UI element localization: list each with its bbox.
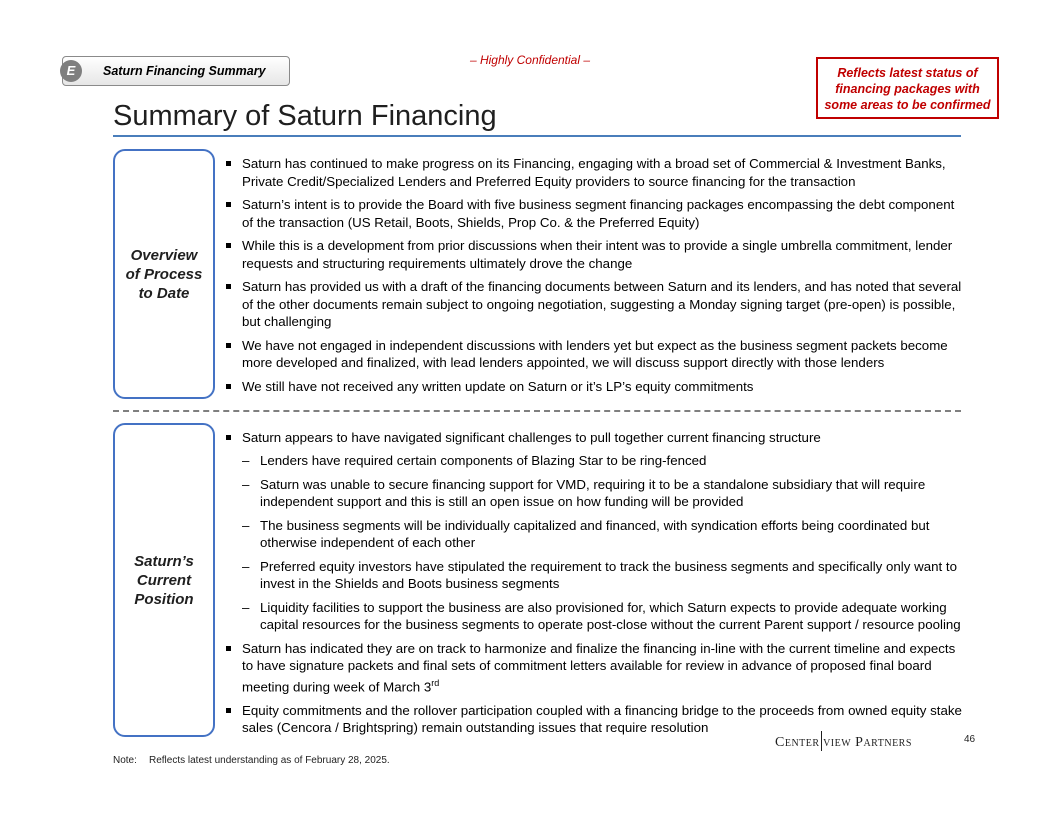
section-tab-title: Saturn Financing Summary <box>103 64 266 78</box>
superscript: rd <box>431 677 440 688</box>
bullet-text: Saturn has indicated they are on track to harmonize and finalize the financing in-line with the current timeline and expects to have signature packets and final sets of commitment letters available for review in advance of proposed final board meeting during week of March 3 <box>242 640 956 695</box>
bullet-text: Liquidity facilities to support the business are also provisioned for, which Saturn expects to provide adequate working capital resources for the business segments to operate post-close without the current Parent support / resource pooling <box>260 599 961 633</box>
footnote-label: Note: <box>113 755 137 766</box>
status-note-box: Reflects latest status of financing packages with some areas to be confirmed <box>816 57 999 119</box>
footnote <box>113 755 390 766</box>
overview-label: Overview of Process to Date <box>125 246 203 302</box>
bullet-item <box>226 196 968 231</box>
bullet-item <box>226 278 968 331</box>
position-bullet-list <box>226 429 968 743</box>
bullet-text: While this is a development from prior discussions when their intent was to provide a single umbrella commitment, lender requests and structuring requirements ultimately drove the change <box>242 237 953 271</box>
page-number: 46 <box>964 734 976 745</box>
title-underline <box>113 135 961 137</box>
bullet-text: Saturn has provided us with a draft of the financing documents between Saturn and its lenders, and has noted that several of the other documents remain subject to ongoing negotiation, suggesting a Monday signing target (pre-open) is possible, but challenging <box>242 278 962 330</box>
position-label-box <box>113 423 215 737</box>
overview-label-box <box>113 149 215 399</box>
section-letter-badge: E <box>60 60 82 82</box>
bullet-text: We have not engaged in independent discussions with lenders yet but expect as the business segment packets become more developed and finalized, with lead lenders appointed, we will discuss support directly with those lenders <box>242 337 948 371</box>
bullet-text: Saturn was unable to secure financing support for VMD, requiring it to be a standalone subsidiary that will require independent support and this is still an open issue on how funding will be provided <box>260 476 926 510</box>
company-logo <box>775 731 912 751</box>
bullet-text: Saturn’s intent is to provide the Board with five business segment financing packages encompassing the debt component of the transaction (US Retail, Boots, Shields, Prop Co. & the Preferred Equity) <box>242 196 955 230</box>
section-tab <box>62 56 290 86</box>
bullet-text: We still have not received any written update on Saturn or it’s LP’s equity commitments <box>242 378 754 394</box>
logo-text-left: Center <box>775 735 820 750</box>
sub-bullet-item <box>226 517 968 552</box>
bullet-item <box>226 429 968 447</box>
bullet-item <box>226 378 968 396</box>
bullet-item <box>226 337 968 372</box>
bullet-item <box>226 155 968 190</box>
bullet-text: The business segments will be individually capitalized and financed, with syndication efforts being coordinated but otherwise independent of each other <box>260 517 930 551</box>
bullet-item <box>226 237 968 272</box>
sub-bullet-item <box>226 558 968 593</box>
bullet-text: Preferred equity investors have stipulated the requirement to track the business segments and specifically only want to invest in the Shields and Boots business segments <box>260 558 957 592</box>
bullet-item <box>226 640 968 696</box>
bullet-text: Equity commitments and the rollover participation coupled with a financing bridge to the proceeds from owned equity stake sales (Cencora / Brightspring) remain outstanding issues that require resolution <box>242 702 962 736</box>
sub-bullet-item <box>226 476 968 511</box>
logo-text-right: view Partners <box>823 735 912 750</box>
position-label: Saturn’s Current Position <box>134 552 194 608</box>
bullet-text: Saturn has continued to make progress on its Financing, engaging with a broad set of Commercial & Investment Banks, Private Credit/Specialized Lenders and Preferred Equity providers to source financing for the transaction <box>242 156 946 189</box>
confidential-label: – Highly Confidential – <box>469 53 591 67</box>
page-title: Summary of Saturn Financing <box>113 100 497 132</box>
logo-divider <box>821 731 823 751</box>
bullet-text: Lenders have required certain components of Blazing Star to be ring-fenced <box>260 453 707 469</box>
footnote-text: Reflects latest understanding as of February 28, 2025. <box>149 755 390 766</box>
section-divider <box>113 410 961 412</box>
bullet-text: Saturn appears to have navigated significant challenges to pull together current financing structure <box>242 430 821 445</box>
sub-bullet-item <box>226 452 968 470</box>
overview-bullet-list <box>226 155 968 401</box>
sub-bullet-item <box>226 599 968 634</box>
